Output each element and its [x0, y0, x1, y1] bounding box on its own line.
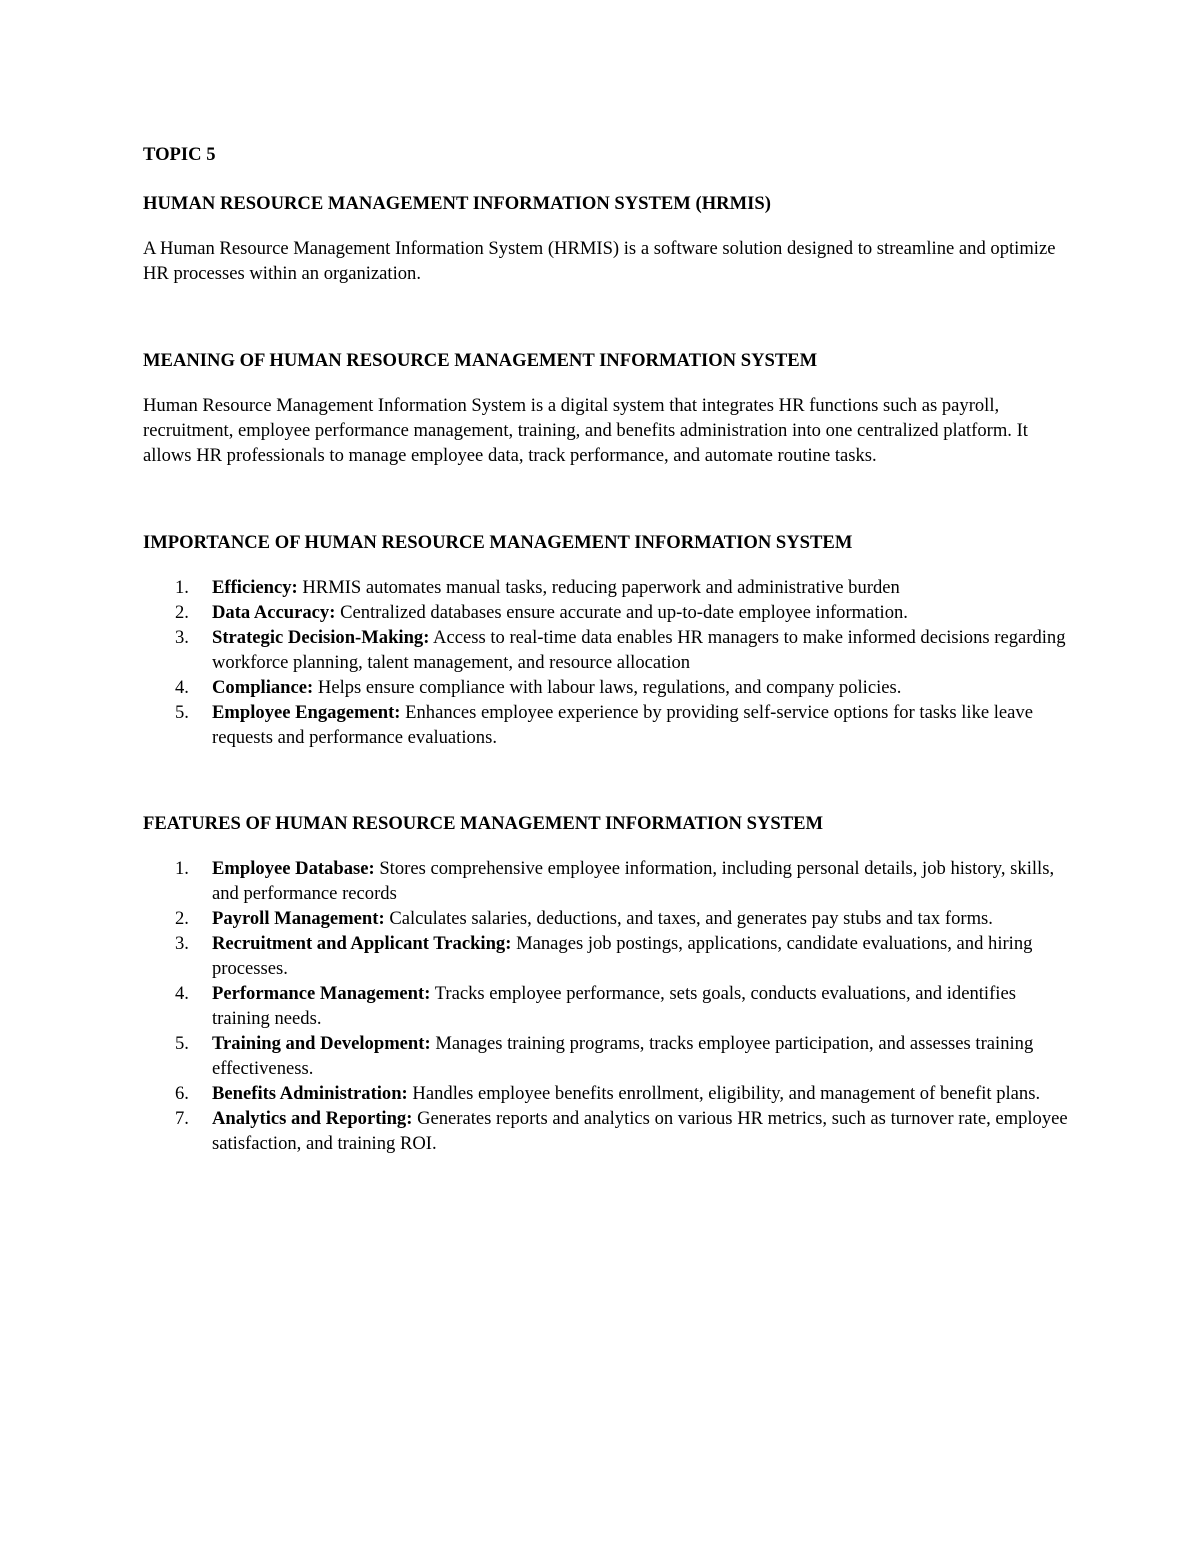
item-text: Handles employee benefits enrollment, eligibility, and management of benefit plans.: [412, 1083, 1041, 1104]
item-text: Access to real-time data enables HR managers to make informed decisions regarding workforce planning, talent management, and resource allocation: [212, 627, 1066, 673]
item-number: 1.: [175, 577, 189, 598]
item-text: Manages training programs, tracks employee participation, and assesses training effectiveness.: [212, 1033, 1034, 1079]
list-item: [143, 906, 1068, 931]
features-heading: FEATURES OF HUMAN RESOURCE MANAGEMENT INFORMATION SYSTEM: [143, 813, 824, 834]
intro-paragraph: A Human Resource Management Information System (HRMIS) is a software solution designed to streamline and optimize HR processes within an organization.: [143, 238, 1056, 284]
list-item: [143, 600, 1068, 625]
item-term: Payroll Management:: [212, 908, 385, 929]
list-item: [143, 931, 1068, 981]
item-number: 4.: [175, 983, 189, 1004]
item-number: 2.: [175, 908, 189, 929]
importance-list: [143, 575, 1068, 750]
item-number: 5.: [175, 1033, 189, 1054]
list-item: [143, 856, 1068, 906]
item-text: Manages job postings, applications, candidate evaluations, and hiring processes.: [212, 933, 1033, 979]
list-item: [143, 625, 1068, 675]
item-number: 6.: [175, 1083, 189, 1104]
item-term: Benefits Administration:: [212, 1083, 408, 1104]
item-term: Analytics and Reporting:: [212, 1108, 413, 1129]
item-term: Training and Development:: [212, 1033, 431, 1054]
item-term: Compliance:: [212, 677, 314, 698]
item-text: Helps ensure compliance with labour laws, regulations, and company policies.: [317, 677, 902, 698]
list-item: [143, 981, 1068, 1031]
item-number: 7.: [175, 1108, 189, 1129]
item-number: 5.: [175, 702, 189, 723]
item-term: Strategic Decision-Making:: [212, 627, 430, 648]
list-item: [143, 1081, 1068, 1106]
importance-heading: IMPORTANCE OF HUMAN RESOURCE MANAGEMENT INFORMATION SYSTEM: [143, 532, 853, 553]
item-number: 3.: [175, 933, 189, 954]
item-number: 3.: [175, 627, 189, 648]
document-page: [143, 142, 1068, 1156]
list-item: [143, 675, 1068, 700]
item-text: Centralized databases ensure accurate and up-to-date employee information.: [340, 602, 908, 623]
features-list: [143, 856, 1068, 1156]
item-text: Stores comprehensive employee information, including personal details, job history, skills, and performance records: [212, 858, 1055, 904]
item-number: 1.: [175, 858, 189, 879]
item-text: Generates reports and analytics on various HR metrics, such as turnover rate, employee satisfaction, and training ROI.: [212, 1108, 1068, 1154]
item-number: 4.: [175, 677, 189, 698]
list-item: [143, 1031, 1068, 1081]
item-number: 2.: [175, 602, 189, 623]
item-text: Tracks employee performance, sets goals, conducts evaluations, and identifies training needs.: [212, 983, 1016, 1029]
item-term: Employee Database:: [212, 858, 375, 879]
list-item: [143, 575, 1068, 600]
meaning-heading: MEANING OF HUMAN RESOURCE MANAGEMENT INFORMATION SYSTEM: [143, 350, 818, 371]
item-text: HRMIS automates manual tasks, reducing paperwork and administrative burden: [302, 577, 900, 598]
item-term: Recruitment and Applicant Tracking:: [212, 933, 512, 954]
topic-label: TOPIC 5: [143, 144, 216, 165]
item-term: Efficiency:: [212, 577, 298, 598]
item-text: Calculates salaries, deductions, and taxes, and generates pay stubs and tax forms.: [389, 908, 993, 929]
item-term: Data Accuracy:: [212, 602, 336, 623]
list-item: [143, 700, 1068, 750]
document-title: HUMAN RESOURCE MANAGEMENT INFORMATION SYSTEM (HRMIS): [143, 193, 771, 214]
item-text: Enhances employee experience by providing self-service options for tasks like leave requests and performance evaluations.: [212, 702, 1033, 748]
meaning-paragraph: Human Resource Management Information System is a digital system that integrates HR functions such as payroll, recruitment, employee performance management, training, and benefits administration into one centralized platform. It allows HR professionals to manage employee data, track performance, and automate routine tasks.: [143, 395, 1028, 466]
item-term: Employee Engagement:: [212, 702, 401, 723]
item-term: Performance Management:: [212, 983, 431, 1004]
list-item: [143, 1106, 1068, 1156]
